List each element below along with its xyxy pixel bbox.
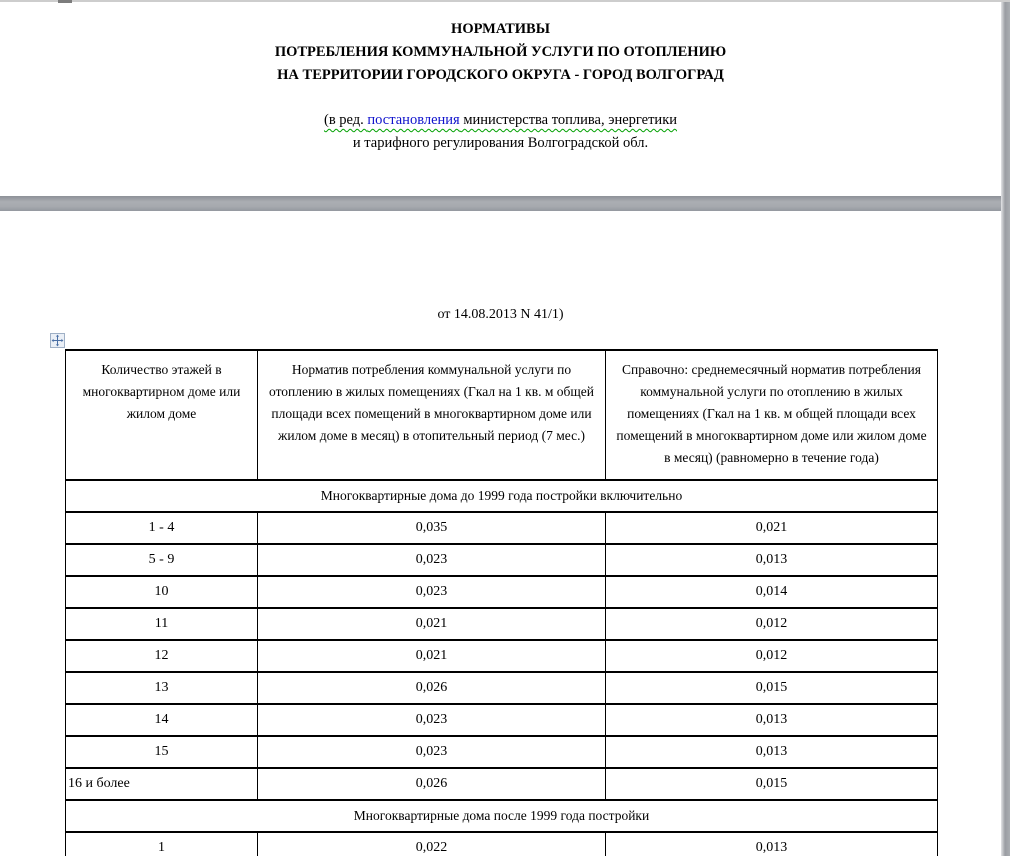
table-row — [66, 768, 938, 800]
header-floors: Количество этажей в многоквартирном доме или жилом доме — [66, 350, 258, 480]
cell-norm-heating: 0,023 — [258, 704, 606, 736]
table-row — [66, 640, 938, 672]
cell-norm-monthly: 0,013 — [606, 544, 938, 576]
workspace-margin — [1001, 0, 1010, 856]
table-section-row — [66, 480, 938, 512]
cell-floors: 14 — [66, 704, 258, 736]
header-norm-heating-period: Норматив потребления коммунальной услуги по отоплению в жилых помещениях (Гкал на 1 кв. м общей площади всех помещений в многоквартирном доме или жилом доме в месяц) в отопительный период (7 мес.) — [258, 350, 606, 480]
cell-norm-heating: 0,023 — [258, 576, 606, 608]
cell-floors: 1 - 4 — [66, 512, 258, 544]
cell-floors: 13 — [66, 672, 258, 704]
amendment-note — [0, 109, 1001, 155]
section-title: Многоквартирные дома до 1999 года постройки включительно — [66, 480, 938, 512]
norm-table — [65, 349, 938, 856]
scrollbar-thumb[interactable] — [58, 0, 72, 3]
cell-floors: 1 — [66, 832, 258, 856]
resolution-link[interactable]: постановления — [367, 112, 460, 128]
cell-norm-monthly: 0,013 — [606, 736, 938, 768]
top-edge-bar — [0, 0, 1010, 2]
table-row — [66, 512, 938, 544]
cell-norm-monthly: 0,021 — [606, 512, 938, 544]
header-norm-monthly-average: Справочно: среднемесячный норматив потребления коммунальной услуги по отоплению в жилых помещениях (Гкал на 1 кв. м общей площади всех помещений в многоквартирном доме или жилом доме в месяц) (равномерно в течение года) — [606, 350, 938, 480]
cell-norm-heating: 0,021 — [258, 608, 606, 640]
move-arrows-icon — [50, 333, 65, 348]
cell-floors: 5 - 9 — [66, 544, 258, 576]
cell-norm-monthly: 0,014 — [606, 576, 938, 608]
cell-norm-heating: 0,026 — [258, 672, 606, 704]
table-row — [66, 608, 938, 640]
table-row — [66, 736, 938, 768]
table-move-handle-icon[interactable] — [50, 333, 65, 348]
cell-floors: 11 — [66, 608, 258, 640]
page-2 — [0, 211, 1001, 856]
table-row — [66, 832, 938, 856]
cell-norm-monthly: 0,013 — [606, 704, 938, 736]
section-title: Многоквартирные дома после 1999 года постройки — [66, 800, 938, 832]
cell-floors: 10 — [66, 576, 258, 608]
cell-norm-heating: 0,022 — [258, 832, 606, 856]
cell-norm-heating: 0,035 — [258, 512, 606, 544]
amendment-prefix: (в ред. — [323, 112, 368, 128]
cell-norm-heating: 0,023 — [258, 736, 606, 768]
table-section-row — [66, 800, 938, 832]
cell-norm-monthly: 0,015 — [606, 672, 938, 704]
cell-floors: 15 — [66, 736, 258, 768]
page-separator — [0, 196, 1001, 211]
cell-floors: 16 и более — [66, 768, 258, 800]
amendment-line-2: и тарифного регулирования Волгоградской обл. — [352, 135, 649, 151]
cell-norm-heating: 0,026 — [258, 768, 606, 800]
table-row — [66, 544, 938, 576]
cell-norm-heating: 0,021 — [258, 640, 606, 672]
title-line-2: ПОТРЕБЛЕНИЯ КОММУНАЛЬНОЙ УСЛУГИ ПО ОТОПЛЕНИЮ — [274, 44, 727, 60]
cell-norm-monthly: 0,012 — [606, 640, 938, 672]
title-line-1: НОРМАТИВЫ — [451, 21, 550, 37]
table-row — [66, 576, 938, 608]
table-row — [66, 704, 938, 736]
cell-norm-heating: 0,023 — [258, 544, 606, 576]
page-1 — [0, 2, 1001, 196]
document-date: от 14.08.2013 N 41/1) — [437, 307, 564, 322]
table-header-row — [66, 350, 938, 480]
cell-norm-monthly: 0,012 — [606, 608, 938, 640]
cell-floors: 12 — [66, 640, 258, 672]
amendment-suffix: министерства топлива, энергетики — [459, 112, 677, 128]
document-title — [0, 2, 1001, 87]
cell-norm-monthly: 0,013 — [606, 832, 938, 856]
title-line-3: НА ТЕРРИТОРИИ ГОРОДСКОГО ОКРУГА - ГОРОД ВОЛГОГРАД — [277, 67, 724, 83]
cell-norm-monthly: 0,015 — [606, 768, 938, 800]
table-row — [66, 672, 938, 704]
amendment-line-1 — [0, 109, 1001, 132]
